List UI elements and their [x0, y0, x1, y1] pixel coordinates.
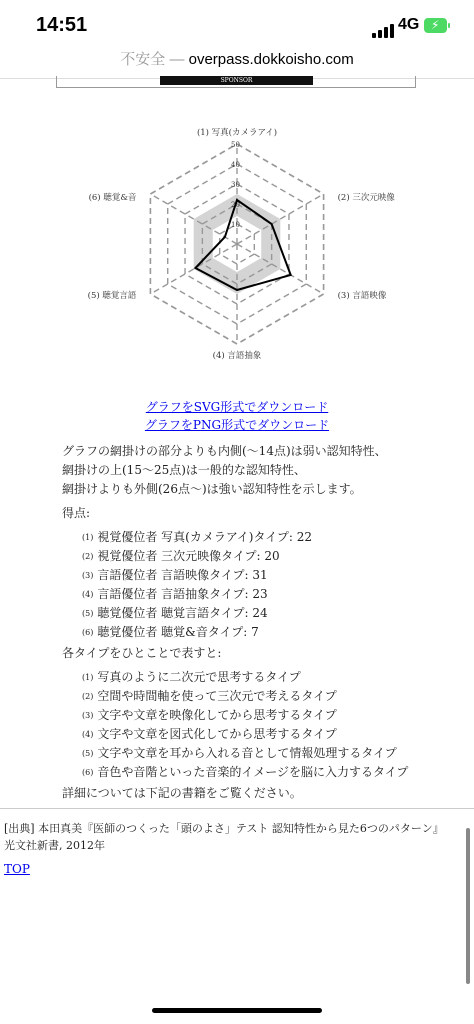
type-item: (6) 音色や音階といった音楽的イメージを脳に入力するタイプ	[82, 765, 409, 779]
axis-label: (3) 言語映像	[337, 291, 387, 301]
download-png-row	[0, 416, 474, 433]
details-note: 詳細については下記の書籍をご覧ください。	[62, 786, 302, 800]
network-label: 4G	[398, 16, 420, 33]
score-point	[290, 274, 292, 276]
axis-label: (1) 写真(カメラアイ)	[196, 128, 278, 138]
reference-publisher: 光文社新書, 2012年	[4, 839, 105, 852]
score-item: (4) 言語優位者 言語抽象タイプ: 23	[82, 587, 268, 601]
divider	[0, 808, 474, 809]
status-time: 14:51	[36, 14, 88, 36]
chart-grid	[150, 144, 323, 344]
top-link[interactable]: TOP	[4, 862, 30, 876]
axis-label: (2) 三次元映像	[337, 193, 395, 203]
radar-chart	[70, 110, 410, 375]
scores-list	[82, 528, 472, 642]
status-bar	[0, 0, 474, 48]
type-item: (4) 文字や文章を図式化してから思考するタイプ	[82, 727, 337, 741]
download-svg-row	[0, 398, 474, 415]
type-item: (5) 文字や文章を耳から入れる音として情報処理するタイプ	[82, 746, 397, 760]
score-item: (5) 聴覚優位者 聴覚言語タイプ: 24	[82, 606, 268, 620]
tick-label: 20	[231, 201, 240, 209]
download-png-link[interactable]: グラフをPNG形式でダウンロード	[144, 418, 330, 432]
tick-label: 10	[231, 221, 240, 229]
scrollbar[interactable]	[466, 828, 470, 984]
explanation-line: グラフの網掛けの部分よりも内側(〜14点)は弱い認知特性、	[62, 444, 387, 458]
score-point	[224, 236, 226, 238]
axis-label: (4) 言語抽象	[212, 351, 262, 361]
axis-label: (6) 聴覚&音	[88, 193, 137, 203]
explanation-line: 網掛けよりも外側(26点〜)は強い認知特性を示します。	[62, 482, 362, 496]
url-domain: overpass.dokkoisho.com	[188, 51, 354, 68]
sponsor-banner[interactable]: SPONSOR	[160, 76, 313, 85]
score-item: (1) 視覚優位者 写真(カメラアイ)タイプ: 22	[82, 530, 312, 544]
scores-heading: 得点:	[62, 506, 91, 520]
url-separator: —	[165, 51, 189, 68]
type-item: (1) 写真のように二次元で思考するタイプ	[82, 670, 301, 684]
explanation-line: 網掛けの上(15〜25点)は一般的な認知特性、	[62, 463, 306, 477]
insecure-label: 不安全	[120, 51, 166, 68]
tick-label: 40	[231, 161, 240, 169]
axis-labels	[88, 127, 396, 361]
score-point	[236, 199, 238, 201]
tick-label: 50	[231, 141, 240, 149]
reference	[4, 820, 472, 854]
address-bar[interactable]	[0, 48, 474, 78]
score-item: (6) 聴覚優位者 聴覚&音タイプ: 7	[82, 625, 259, 639]
score-item: (3) 言語優位者 言語映像タイプ: 31	[82, 568, 268, 582]
battery-icon: ⚡	[424, 18, 447, 33]
explanation	[62, 442, 462, 499]
types-heading: 各タイプをひとことで表すと:	[62, 646, 222, 660]
download-svg-link[interactable]: グラフをSVG形式でダウンロード	[145, 400, 329, 414]
score-point	[236, 289, 238, 291]
tick-label: 30	[231, 181, 240, 189]
score-point	[195, 267, 197, 269]
home-indicator[interactable]	[152, 1008, 322, 1013]
score-point	[271, 223, 273, 225]
type-item: (2) 空間や時間軸を使って三次元で考えるタイプ	[82, 689, 337, 703]
score-item: (2) 視覚優位者 三次元映像タイプ: 20	[82, 549, 280, 563]
reference-title: [出典] 本田真美『医師のつくった「頭のよさ」テスト 認知特性から見た6つのパターン』	[4, 822, 444, 835]
axis-label: (5) 聴覚言語	[87, 291, 137, 301]
types-list	[82, 668, 472, 782]
signal-icon	[372, 20, 396, 38]
type-item: (3) 文字や文章を映像化してから思考するタイプ	[82, 708, 337, 722]
